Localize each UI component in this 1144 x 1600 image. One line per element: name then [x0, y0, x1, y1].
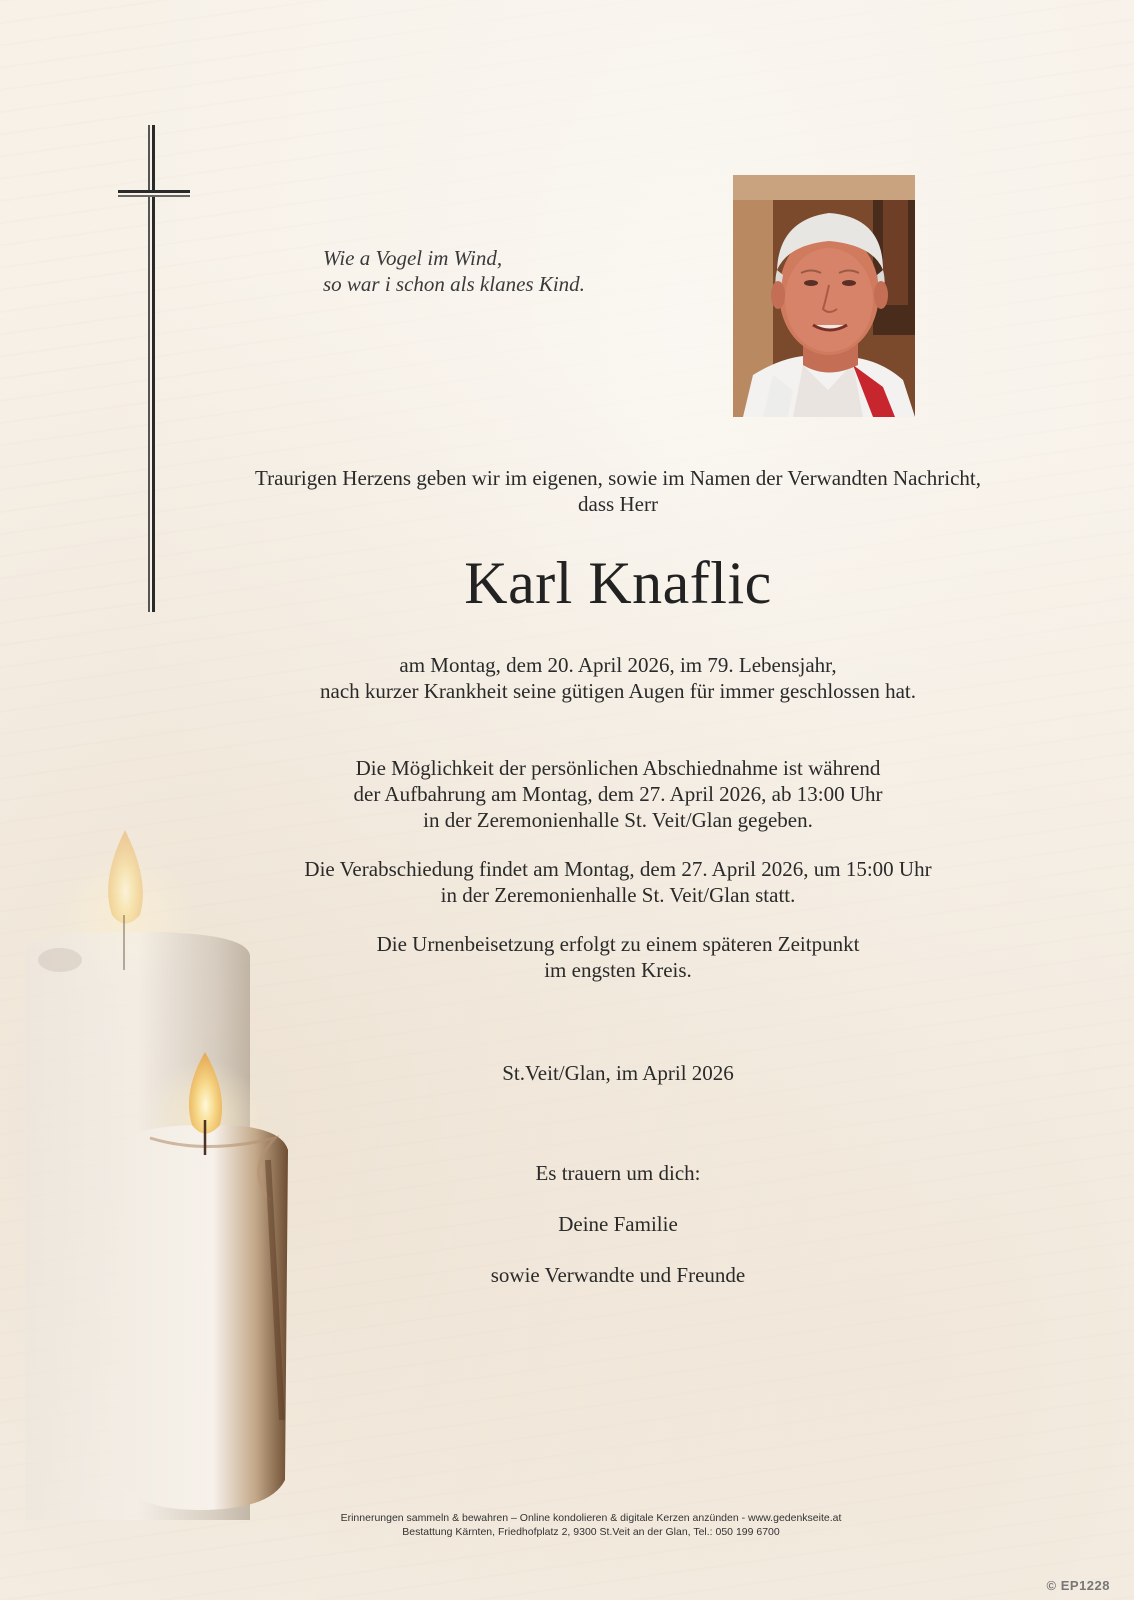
death-notice-line-1: am Montag, dem 20. April 2026, im 79. Lebensjahr, — [399, 653, 837, 677]
mourners-family: Deine Familie — [558, 1212, 678, 1236]
portrait-illustration — [733, 175, 915, 417]
footer-line-2: Bestattung Kärnten, Friedhofplatz 2, 9300 St.Veit an der Glan, Tel.: 050 199 6700 — [402, 1526, 780, 1538]
death-notice-line-2: nach kurzer Krankheit seine gütigen Augen für immer geschlossen hat. — [320, 679, 916, 703]
poem-line-1: Wie a Vogel im Wind, — [323, 246, 503, 270]
mourners-title: Es trauern um dich: — [535, 1161, 701, 1185]
poem-line-2: so war i schon als klanes Kind. — [323, 272, 585, 296]
deceased-name: Karl Knaflic — [464, 550, 772, 616]
cross-horizontal-bar — [118, 190, 190, 193]
intro-text — [0, 465, 1144, 517]
copyright-mark: © EP1228 — [1046, 1578, 1110, 1593]
poem — [323, 245, 585, 297]
farewell-line-2: der Aufbahrung am Montag, dem 27. April 2026, ab 13:00 Uhr — [353, 782, 883, 806]
intro-line-1: Traurigen Herzens geben wir im eigenen, sowie im Namen der Verwandten Nachricht, — [254, 466, 982, 490]
cross-vertical-bar — [152, 125, 155, 612]
ceremony-line-2: in der Zeremonienhalle St. Veit/Glan statt. — [440, 883, 796, 907]
place-date: St.Veit/Glan, im April 2026 — [502, 1061, 734, 1085]
footer — [0, 1511, 1144, 1539]
mourners-relatives: sowie Verwandte und Freunde — [490, 1263, 746, 1287]
portrait-photo — [733, 175, 915, 417]
urn-line-2: im engsten Kreis. — [544, 958, 692, 982]
candle-icon — [0, 820, 320, 1520]
death-notice — [0, 652, 1144, 704]
ceremony-line-1: Die Verabschiedung findet am Montag, dem 27. April 2026, um 15:00 Uhr — [304, 857, 932, 881]
candles-illustration — [0, 820, 320, 1520]
farewell-line-3: in der Zeremonienhalle St. Veit/Glan gegeben. — [423, 808, 813, 832]
urn-line-1: Die Urnenbeisetzung erfolgt zu einem späteren Zeitpunkt — [376, 932, 860, 956]
intro-line-2: dass Herr — [578, 492, 658, 516]
farewell-line-1: Die Möglichkeit der persönlichen Abschiednahme ist während — [355, 756, 881, 780]
footer-line-1: Erinnerungen sammeln & bewahren – Online kondolieren & digitale Kerzen anzünden - www.gedenkseite.at — [340, 1512, 842, 1524]
